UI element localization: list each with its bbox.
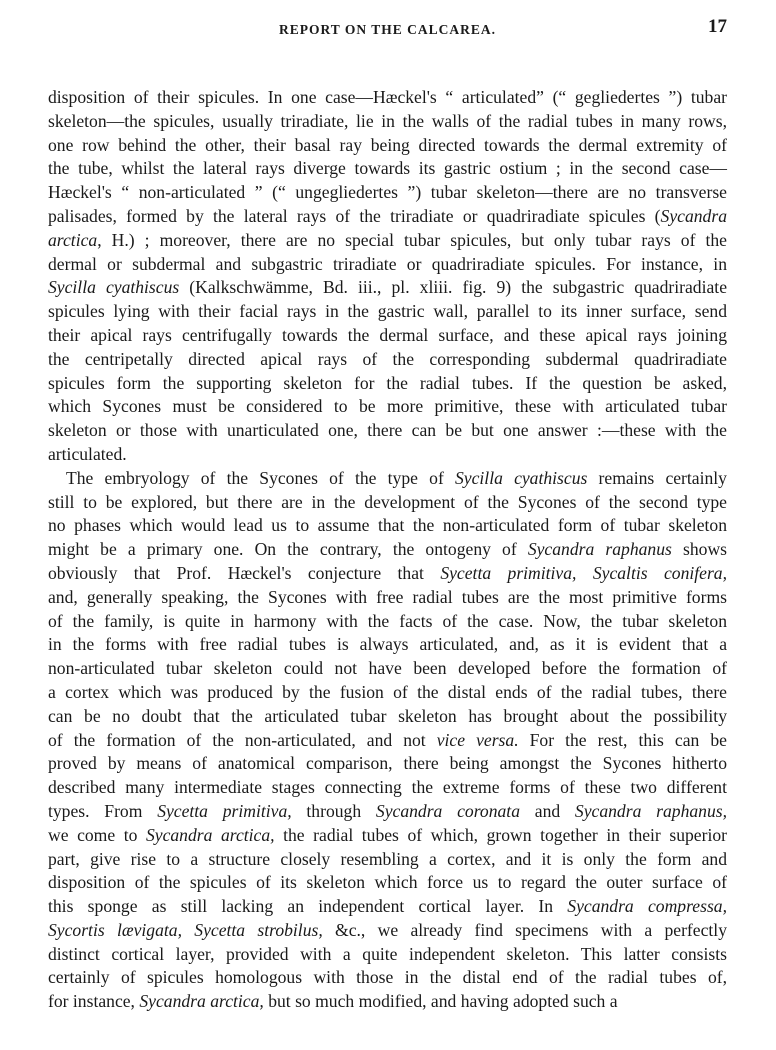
text-span: part, give rise to a structure closely resembling a cortex, and it is only the form and (48, 848, 727, 869)
text-span: this sponge as still lacking an independent cortical layer. In (48, 896, 568, 917)
text-line (48, 705, 727, 729)
text-line (48, 990, 727, 1014)
text-span: and, generally speaking, the Sycones with free radial tubes are the most primitive forms (48, 586, 727, 607)
text-span: spicules form the supporting skeleton for the radial tubes. If the question be asked, (48, 372, 727, 393)
text-span: can be no doubt that the articulated tubar skeleton has brought about the possibility (48, 705, 727, 726)
italic-taxon: Sycandra raphanus, (574, 800, 728, 821)
italic-taxon: Sycandra coronata (375, 800, 520, 821)
text-span: dermal or subdermal and subgastric triradiate or quadriradiate spicules. For instance, in (48, 253, 727, 274)
text-line (48, 276, 727, 300)
text-line (48, 157, 727, 181)
text-span: obviously that Prof. Hæckel's conjecture that (48, 562, 441, 583)
text-span: (Kalkschwämme, Bd. iii., pl. xliii. fig. 9) the subgastric quadriradiate (179, 277, 727, 298)
text-line (48, 966, 727, 990)
text-span: their apical rays centrifugally towards the dermal surface, and these apical rays joining (48, 324, 727, 345)
text-line (48, 752, 727, 776)
text-span: Hæckel's “ non-articulated ” (“ ungegliedertes ”) tubar skeleton—there are no transverse (48, 182, 727, 203)
page-header (48, 16, 727, 40)
text-line (48, 657, 727, 681)
text-span: but so much modified, and having adopted such a (263, 991, 618, 1012)
text-span: skeleton—the spicules, usually triradiate, lie in the walls of the radial tubes in many rows, (48, 110, 727, 131)
italic-taxon: Sycilla cyathiscus (455, 467, 588, 488)
text-line (48, 562, 727, 586)
text-line (48, 538, 727, 562)
text-line (48, 681, 727, 705)
italic-taxon: Sycetta primitiva, (157, 800, 292, 821)
text-span: proved by means of anatomical comparison, there being amongst the Sycones hitherto (48, 753, 727, 774)
text-span: certainly of spicules homologous with those in the distal end of the radial tubes of, (48, 967, 727, 988)
text-span: remains certainly (587, 467, 727, 488)
text-line (48, 586, 727, 610)
italic-taxon: Sycandra arctica, (139, 991, 264, 1012)
text-span: disposition of their spicules. In one case—Hæckel's “ articulated” (“ gegliedertes ”) tubar (48, 87, 727, 107)
text-span: through (291, 800, 376, 821)
text-line (48, 395, 727, 419)
italic-taxon: vice versa. (436, 729, 519, 750)
text-span: articulated. (48, 443, 127, 464)
text-line (48, 372, 727, 396)
text-line (48, 800, 727, 824)
text-line (48, 871, 727, 895)
text-line (48, 824, 727, 848)
text-span: types. From (48, 800, 158, 821)
text-line (48, 86, 727, 110)
text-line (48, 943, 727, 967)
text-span: of the formation of the non-articulated, and not (48, 729, 437, 750)
italic-taxon: arctica (48, 229, 98, 250)
text-span: disposition of the spicules of its skeleton which force us to regard the outer surface of (48, 872, 727, 893)
text-span: , H.) ; moreover, there are no special tubar spicules, but only tubar rays of the (97, 229, 727, 250)
paragraph (48, 467, 727, 1014)
text-span: &c., we already find specimens with a perfectly (322, 919, 727, 940)
text-line (48, 419, 727, 443)
text-span: distinct cortical layer, provided with a quite independent skeleton. This latter consists (48, 943, 727, 964)
text-span: spicules lying with their facial rays in the gastric wall, parallel to its inner surface, send (48, 301, 727, 322)
text-line (48, 729, 727, 753)
text-span: For the rest, this can be (518, 729, 727, 750)
text-line (48, 633, 727, 657)
italic-taxon: Sycetta primitiva, Sycaltis conifera, (440, 562, 727, 583)
text-line (48, 491, 727, 515)
text-span: The embryology of the Sycones of the type of (66, 467, 455, 488)
text-line (48, 348, 727, 372)
paragraph (48, 86, 727, 467)
text-line (48, 610, 727, 634)
text-span: of the family, is quite in harmony with the facts of the case. Now, the tubar skeleton (48, 610, 727, 631)
text-span: described many intermediate stages connecting the extreme forms of these two different (48, 777, 727, 798)
text-span: the tube, whilst the lateral rays diverge towards its gastric ostium ; in the second case— (48, 158, 727, 179)
running-title: REPORT ON THE CALCAREA. (278, 22, 497, 37)
text-line (48, 134, 727, 158)
text-span: skeleton or those with unarticulated one, there can be but one answer :—these with the (48, 420, 727, 441)
text-span: for instance, (48, 991, 140, 1012)
text-line (48, 467, 727, 491)
text-line (48, 443, 727, 467)
italic-taxon: Sycilla cyathiscus (48, 277, 180, 298)
text-line (48, 776, 727, 800)
text-line (48, 253, 727, 277)
text-line (48, 205, 727, 229)
text-span: still to be explored, but there are in the development of the Sycones of the second type (48, 491, 727, 512)
text-span: and (520, 800, 575, 821)
text-line (48, 229, 727, 253)
text-line (48, 919, 727, 943)
text-span: the radial tubes of which, grown together in their superior (274, 824, 727, 845)
text-span: one row behind the other, their basal ray being directed towards the dermal extremity of (48, 134, 727, 155)
text-span: we come to (48, 824, 146, 845)
italic-taxon: Sycandra raphanus (527, 539, 672, 560)
italic-taxon: Sycandra (660, 205, 727, 226)
text-span: shows (671, 539, 728, 560)
text-span: non-articulated tubar skeleton could not have been developed before the formation of (48, 658, 727, 679)
text-span: which Sycones must be considered to be more primitive, these with articulated tubar (48, 396, 727, 417)
text-line (48, 895, 727, 919)
text-span: no phases which would lead us to assume that the non-articulated form of tubar skeleton (48, 515, 727, 536)
italic-taxon: Sycandra arctica, (145, 824, 275, 845)
italic-taxon: Sycandra compressa, (567, 896, 727, 917)
italic-taxon: Sycortis lævigata, Sycetta strobilus, (48, 919, 323, 940)
text-span: palisades, formed by the lateral rays of the triradiate or quadriradiate spicules ( (48, 205, 661, 226)
text-line (48, 324, 727, 348)
text-span: a cortex which was produced by the fusion of the distal ends of the radial tubes, there (48, 681, 727, 702)
text-span: in the forms with free radial tubes is always articulated, and, as it is evident that a (48, 634, 727, 655)
text-line (48, 848, 727, 872)
text-line (48, 181, 727, 205)
text-line (48, 300, 727, 324)
text-line (48, 110, 727, 134)
body-text (48, 86, 727, 1014)
text-span: might be a primary one. On the contrary, the ontogeny of (48, 539, 528, 560)
text-span: the centripetally directed apical rays of the corresponding subdermal quadriradiate (48, 348, 727, 369)
page-number: 17 (708, 16, 727, 37)
text-line (48, 514, 727, 538)
